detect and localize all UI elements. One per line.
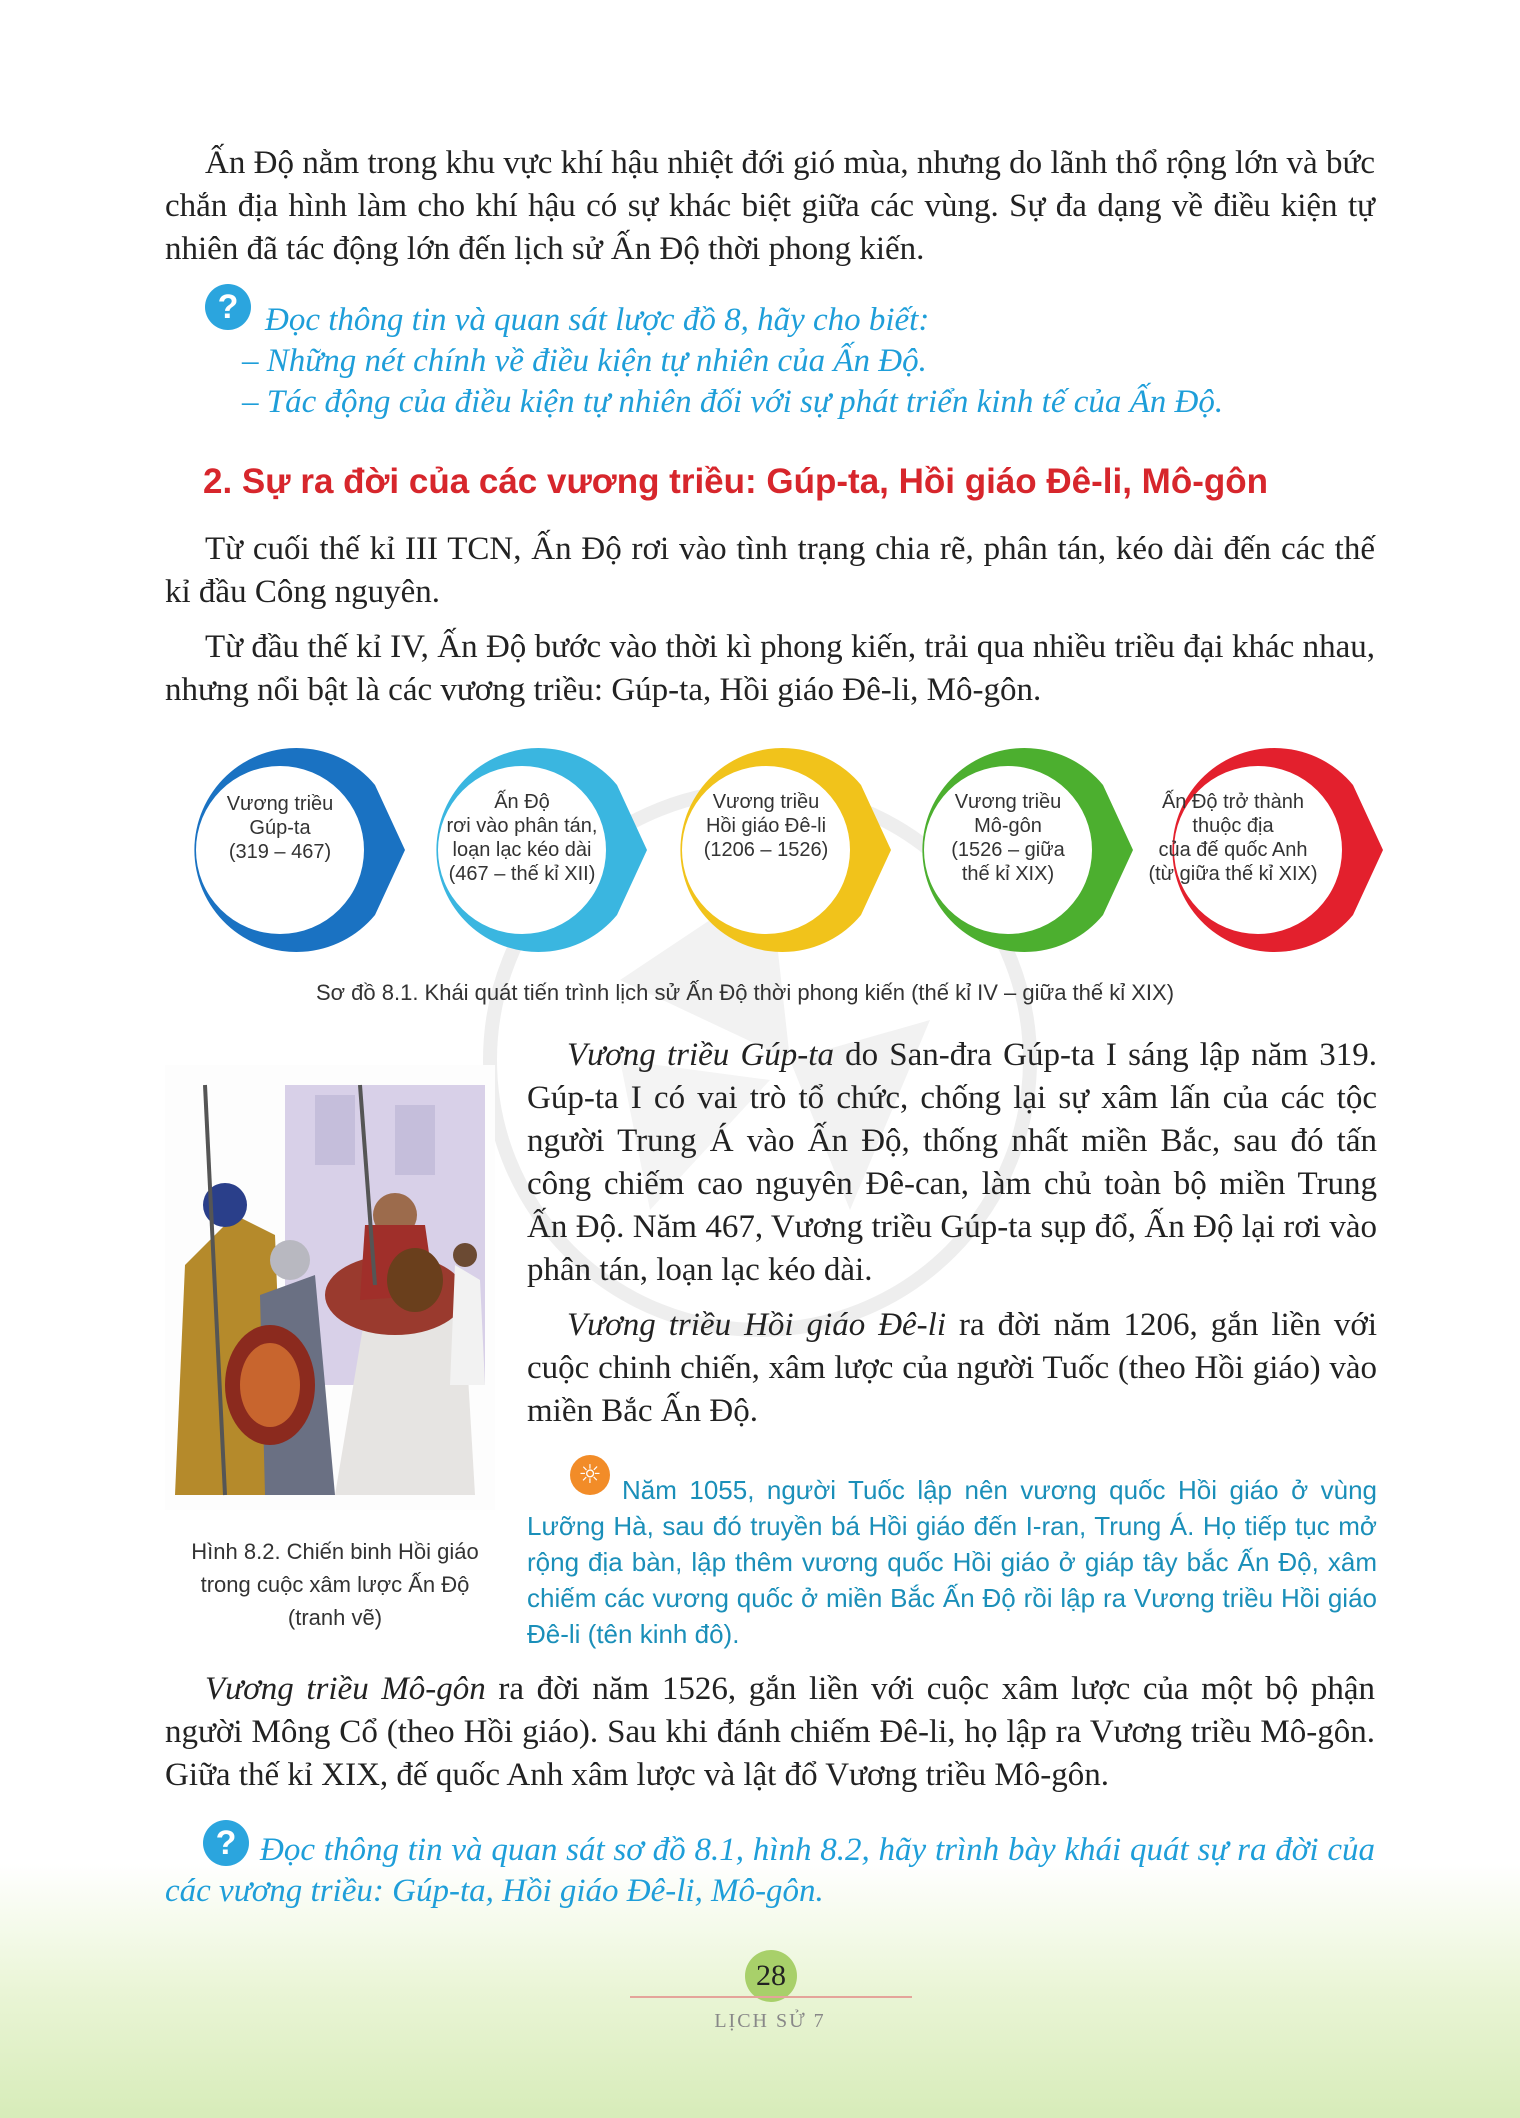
diagram-caption: Sơ đồ 8.1. Khái quát tiến trình lịch sử Ấn Độ thời phong kiến (thế kỉ IV – giữa thế kỉ XIX)	[315, 980, 1175, 1005]
timeline-label-4: Vương triều Mô-gôn (1526 – giữa thế kỉ XIX)	[951, 791, 1065, 885]
timeline-label-3: Vương triều Hồi giáo Đê-li (1206 – 1526)	[703, 791, 829, 861]
timeline-label-1: Vương triều Gúp-ta (319 – 467)	[226, 793, 334, 863]
gupta-paragraph: Vương triều Gúp-ta do San-đra Gúp-ta I sáng lập năm 319. Gúp-ta I có vai trò tổ chức, chống lại sự xâm lấn của các tộc người Trung Á vào Ấn Độ, thống nhất miền Bắc, sau đó tấn công chiếm cao nguyên Đê-can, làm chủ toàn bộ miền Trung Ấn Độ. Năm 467, Vương triều Gúp-ta sụp đổ, Ấn Độ lại rơi vào phân tán, loạn lạc kéo dài.	[527, 1037, 1377, 1288]
question-icon: ?	[205, 284, 251, 330]
question-1-line-3: – Tác động của điều kiện tự nhiên đối với sự phát triển kinh tế của Ấn Độ.	[242, 384, 1224, 420]
question-2: Đọc thông tin và quan sát sơ đồ 8.1, hình 8.2, hãy trình bày khái quát sự ra đời của các vương triều: Gúp-ta, Hồi giáo Đê-li, Mô-gôn.	[165, 1832, 1375, 1909]
paragraph-division: Từ cuối thế kỉ III TCN, Ấn Độ rơi vào tình trạng chia rẽ, phân tán, kéo dài đến các thế kỉ đầu Công nguyên.	[165, 531, 1375, 610]
gupta-term: Vương triều Gúp-ta	[567, 1037, 834, 1073]
question-1-line-1: Đọc thông tin và quan sát lược đồ 8, hãy cho biết:	[265, 302, 930, 338]
question-icon-2: ?	[203, 1820, 249, 1866]
question-1-line-2: – Những nét chính về điều kiện tự nhiên của Ấn Độ.	[242, 343, 927, 379]
footer-book-title: LỊCH SỬ 7	[714, 2010, 826, 2032]
section-heading: 2. Sự ra đời của các vương triều: Gúp-ta, Hồi giáo Đê-li, Mô-gôn	[203, 462, 1269, 501]
mughal-term: Vương triều Mô-gôn	[205, 1671, 486, 1707]
mughal-paragraph: Vương triều Mô-gôn ra đời năm 1526, gắn liền với cuộc xâm lược của một bộ phận người Mông Cổ (theo Hồi giáo). Sau khi đánh chiếm Đê-li, họ lập ra Vương triều Mô-gôn. Giữa thế kỉ XIX, đế quốc Anh xâm lược và lật đổ Vương triều Mô-gôn.	[165, 1671, 1375, 1793]
delhi-paragraph: Vương triều Hồi giáo Đê-li ra đời năm 1206, gắn liền với cuộc chinh chiến, xâm lược của người Tuốc (theo Hồi giáo) vào miền Bắc Ấn Độ.	[527, 1307, 1377, 1429]
figure-caption: Hình 8.2. Chiến binh Hồi giáo trong cuộc xâm lược Ấn Độ (tranh vẽ)	[191, 1539, 479, 1630]
timeline-label-5: Ấn Độ trở thành thuộc địa của đế quốc Anh (từ giữa thế kỉ XIX)	[1148, 791, 1318, 885]
delhi-term: Vương triều Hồi giáo Đê-li	[567, 1307, 947, 1343]
paragraph-feudal-period: Từ đầu thế kỉ IV, Ấn Độ bước vào thời kì phong kiến, trải qua nhiều triều đại khác nhau, nhưng nổi bật là các vương triều: Gúp-ta, Hồi giáo Đê-li, Mô-gôn.	[165, 629, 1375, 708]
warriors-illustration	[165, 1065, 495, 1510]
lightbulb-icon: ☼	[570, 1455, 610, 1495]
timeline-label-2: Ấn Độ rơi vào phân tán, loạn lạc kéo dài (467 – thế kỉ XII)	[446, 791, 598, 885]
info-note: Năm 1055, người Tuốc lập nên vương quốc Hồi giáo ở vùng Lưỡng Hà, sau đó truyền bá Hồi giáo đến I-ran, Trung Á. Họ tiếp tục mở rộng địa bàn, lập thêm vương quốc Hồi giáo ở giáp tây bắc Ấn Độ, xâm chiếm các vương quốc ở miền Bắc Ấn Độ rồi lập ra Vương triều Hồi giáo Đê-li (tên kinh đô).	[527, 1475, 1377, 1649]
page-number: 28	[745, 1950, 797, 2002]
footer-divider	[630, 1996, 912, 1998]
intro-paragraph: Ấn Độ nằm trong khu vực khí hậu nhiệt đới gió mùa, nhưng do lãnh thổ rộng lớn và bức chắn địa hình làm cho khí hậu có sự khác biệt giữa các vùng. Sự đa dạng về điều kiện tự nhiên đã tác động lớn đến lịch sử Ấn Độ thời phong kiến.	[165, 145, 1375, 267]
